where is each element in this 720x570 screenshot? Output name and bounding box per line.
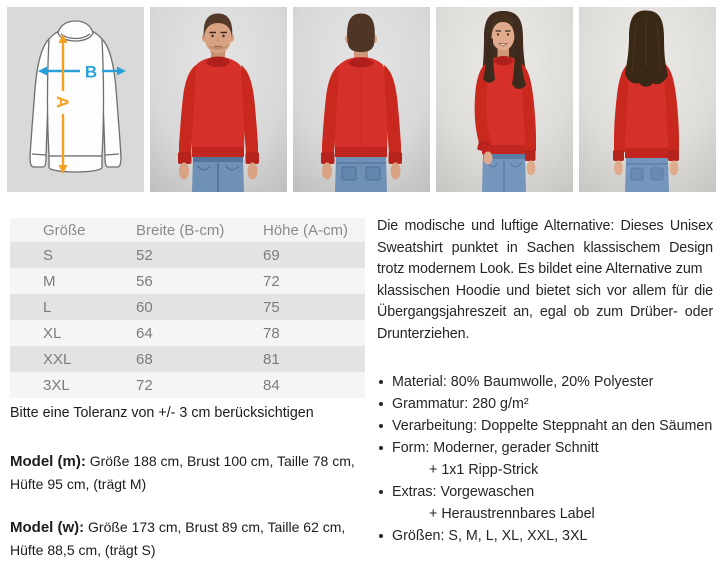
bullet-icon xyxy=(379,490,383,494)
feature-form: Form: Moderner, gerader Schnitt + 1x1 Ripp-Strick xyxy=(377,437,713,481)
model-m-info xyxy=(10,450,365,495)
size-row-m: M 56 72 xyxy=(10,268,365,294)
model-w-measurements: Größe 173 cm, Brust 89 cm, Taille 62 cm, Hüfte 88,5 cm, (trägt S) xyxy=(10,519,346,558)
feature-groessen: Größen: S, M, L, XL, XXL, 3XL xyxy=(377,525,713,547)
photo-woman-front[interactable] xyxy=(436,7,573,192)
description-part-2: klassischen Hoodie und bietet sich vor allem für die Übergangsjahreszeit an, egal ob zum Drüber- oder Drunterziehen. xyxy=(377,282,713,342)
col-height: Höhe (A-cm) xyxy=(230,218,365,242)
col-size: Größe xyxy=(10,218,103,242)
product-image-gallery xyxy=(7,7,716,192)
size-table-header xyxy=(10,218,365,242)
model-m-measurements: Größe 188 cm, Brust 100 cm, Taille 78 cm, Hüfte 95 cm, (trägt M) xyxy=(10,453,355,492)
feature-extras-sub: + Heraustrennbares Label xyxy=(429,506,595,522)
size-row-3xl: 3XL 72 84 xyxy=(10,372,365,398)
product-description xyxy=(377,216,713,345)
model-w-info xyxy=(10,516,365,561)
col-width: Breite (B-cm) xyxy=(103,218,230,242)
size-row-l: L 60 75 xyxy=(10,294,365,320)
size-row-s: S 52 69 xyxy=(10,242,365,268)
bullet-icon xyxy=(379,402,383,406)
feature-material: Material: 80% Baumwolle, 20% Polyester xyxy=(377,371,713,393)
product-feature-list xyxy=(377,371,713,547)
model-w-label: Model (w): xyxy=(10,519,85,536)
height-label: A xyxy=(53,95,73,109)
feature-extras: Extras: Vorgewaschen + Heraustrennbares Label xyxy=(377,481,713,525)
photo-man-back[interactable] xyxy=(293,7,430,192)
feature-grammatur: Grammatur: 280 g/m² xyxy=(377,393,713,415)
bullet-icon xyxy=(379,380,383,384)
bullet-icon xyxy=(379,534,383,538)
size-row-xxl: XXL 68 81 xyxy=(10,346,365,372)
size-info-column xyxy=(10,218,365,561)
tolerance-note: Bitte eine Toleranz von +/- 3 cm berücksichtigen xyxy=(10,405,314,421)
description-part-1: Die modische und luftige Alternative: Dieses Unisex Sweatshirt punktet in Sachen klassischem Design trotz modernem Look. Es bildet eine Alternative zum xyxy=(377,218,713,277)
width-label: B xyxy=(84,62,98,82)
size-diagram-image[interactable] xyxy=(7,7,144,192)
model-m-label: Model (m): xyxy=(10,453,86,470)
bullet-icon xyxy=(379,424,383,428)
feature-form-sub: + 1x1 Ripp-Strick xyxy=(429,462,539,478)
photo-man-front[interactable] xyxy=(150,7,287,192)
size-row-xl: XL 64 78 xyxy=(10,320,365,346)
size-table xyxy=(10,218,365,398)
bullet-icon xyxy=(379,446,383,450)
photo-woman-back[interactable] xyxy=(579,7,716,192)
product-description-column xyxy=(377,216,713,547)
feature-verarbeitung: Verarbeitung: Doppelte Steppnaht an den Säumen xyxy=(377,415,713,437)
